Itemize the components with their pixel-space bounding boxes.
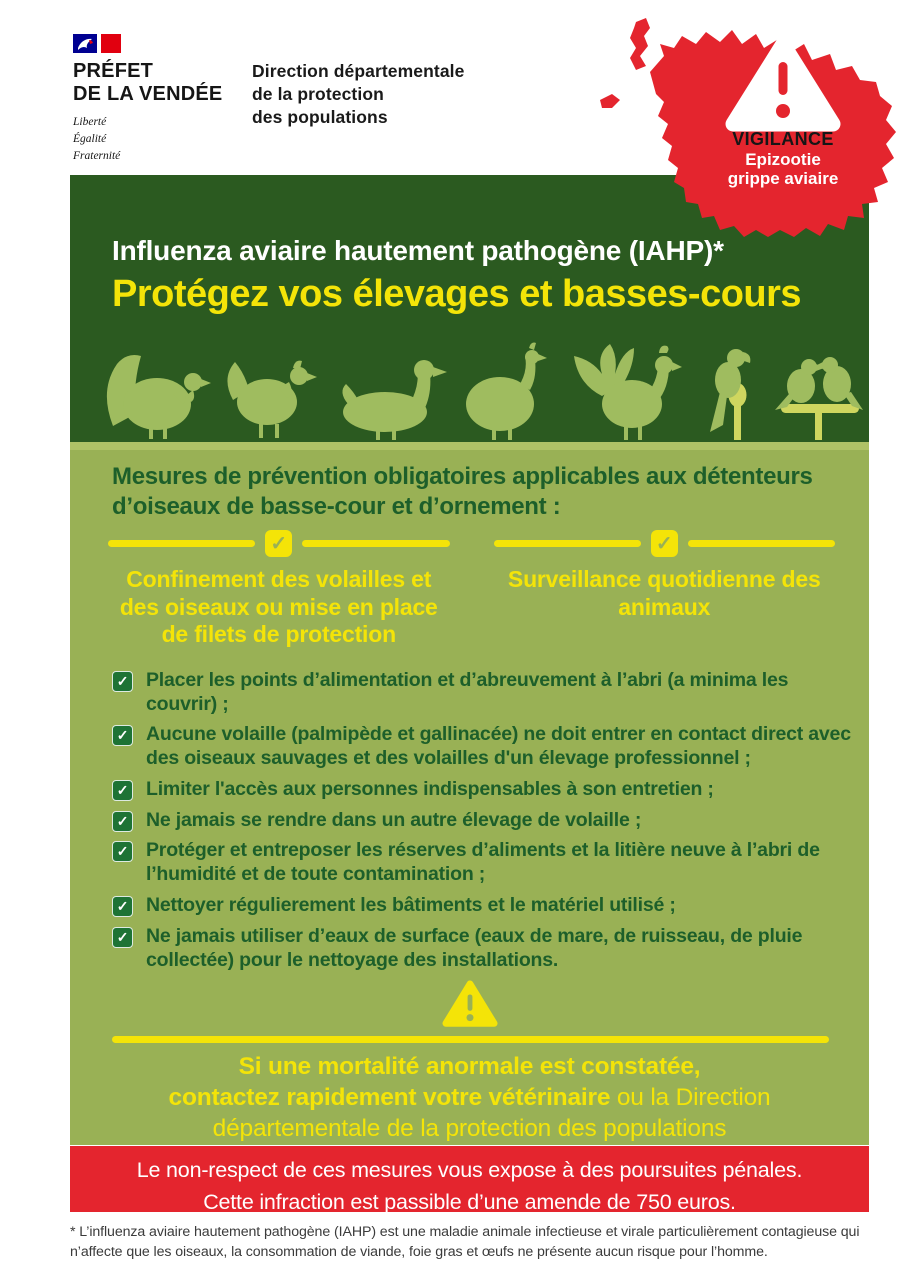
duck-icon bbox=[342, 360, 447, 440]
alert-triangle-icon bbox=[442, 979, 498, 1027]
column-surveillance-label: Surveillance quotidienne des animaux bbox=[507, 566, 821, 620]
list-item bbox=[112, 723, 855, 771]
motto-egalite: Égalité bbox=[73, 132, 107, 145]
alert-line3: départementale de la protection des populations bbox=[212, 1115, 727, 1143]
list-item-text: Limiter l'accès aux personnes indispensables à son entretien ; bbox=[146, 777, 714, 800]
list-item bbox=[112, 925, 855, 973]
hen-icon bbox=[227, 361, 317, 438]
direction-departementale bbox=[252, 60, 464, 128]
hero-title: Protégez vos élevages et basses-cours bbox=[112, 273, 802, 315]
flag-red-icon bbox=[101, 34, 121, 53]
bird-silhouettes bbox=[70, 342, 869, 442]
checkbox-icon: ✓ bbox=[112, 780, 133, 801]
column-confinement bbox=[108, 528, 450, 649]
divider-line bbox=[688, 540, 835, 547]
list-item-text: Ne jamais utiliser d’eaux de surface (eaux de mare, de ruisseau, de pluie collectée) pour le nettoyage des installations. bbox=[146, 924, 803, 971]
column-surveillance bbox=[494, 528, 836, 649]
vigilance-label: VIGILANCE bbox=[732, 129, 834, 149]
measures-heading bbox=[70, 450, 869, 522]
prevention-checklist bbox=[112, 669, 855, 973]
measure-columns bbox=[70, 522, 869, 649]
list-item bbox=[112, 778, 855, 802]
check-icon: ✓ bbox=[651, 530, 678, 557]
vigilance-epizootie: Epizootie bbox=[745, 150, 821, 169]
divider-line bbox=[108, 540, 255, 547]
list-item-text: Protéger et entreposer les réserves d’aliments et la litière neuve à l’abri de l’humidité et de toute contamination ; bbox=[146, 839, 820, 886]
checkbox-icon: ✓ bbox=[112, 896, 133, 917]
footnote: * L’influenza aviaire hautement pathogène (IAHP) est une maladie animale infectieuse et virale particulièrement contagieuse qui n’affecte que les oiseaux, la consommation de viande, foie gras et œufs ne présente aucun risque pour l’homme. bbox=[70, 1224, 860, 1261]
motto bbox=[73, 114, 243, 164]
list-item bbox=[112, 809, 855, 833]
penalty-banner bbox=[70, 1146, 869, 1215]
prefet-line2: DE LA VENDÉE bbox=[73, 82, 223, 105]
checkbox-icon: ✓ bbox=[112, 725, 133, 746]
guinea-fowl-icon bbox=[466, 343, 547, 440]
list-item bbox=[112, 894, 855, 918]
checkbox-icon: ✓ bbox=[112, 811, 133, 832]
direction-line1: Direction départementale bbox=[252, 61, 465, 81]
list-item-text: Placer les points d’alimentation et d’abreuvement à l’abri (a minima les couvrir) ; bbox=[146, 668, 789, 715]
alert-line2-regular: ou la Direction bbox=[610, 1084, 771, 1111]
list-item-text: Aucune volaille (palmipède et gallinacée) ne doit entrer en contact direct avec des oiseaux sauvages et des volailles d'un élevage professionnel ; bbox=[146, 723, 851, 770]
prefet-line1: PRÉFET bbox=[73, 60, 154, 82]
list-item-text: Ne jamais se rendre dans un autre élevage de volaille ; bbox=[146, 808, 642, 831]
yellow-rule bbox=[112, 1036, 829, 1043]
motto-liberte: Liberté bbox=[73, 116, 107, 129]
mortality-alert bbox=[70, 1051, 869, 1145]
measures-heading-line1: Mesures de prévention obligatoires applicables aux détenteurs bbox=[112, 463, 813, 490]
alert-line2 bbox=[70, 1082, 869, 1113]
vendee-map-icon bbox=[580, 12, 899, 240]
checkbox-icon: ✓ bbox=[112, 927, 133, 948]
divider-line bbox=[494, 540, 641, 547]
checkbox-icon: ✓ bbox=[112, 671, 133, 692]
penalty-line1: Le non-respect de ces mesures vous expose à des poursuites pénales. bbox=[136, 1158, 803, 1182]
alert-line1: Si une mortalité anormale est constatée, bbox=[238, 1052, 701, 1080]
column-confinement-label: Confinement des volailles et des oiseaux ou mise en place de filets de protection bbox=[119, 566, 438, 648]
ground-strip bbox=[70, 442, 869, 450]
rooster-icon bbox=[574, 344, 682, 440]
vendee-map-badge bbox=[580, 12, 899, 240]
checkbox-icon: ✓ bbox=[112, 841, 133, 862]
prefet-logo bbox=[73, 34, 243, 164]
flag-blue-marianne-icon bbox=[73, 34, 97, 53]
penalty-line2: Cette infraction est passible d’une amende de 750 euros. bbox=[203, 1190, 736, 1215]
songbird-pair-icon bbox=[775, 357, 863, 440]
list-item bbox=[112, 839, 855, 887]
divider-line bbox=[302, 540, 449, 547]
list-item-text: Nettoyer régulierement les bâtiments et le matériel utilisé ; bbox=[146, 894, 676, 917]
motto-fraternite: Fraternité bbox=[73, 149, 121, 162]
vigilance-grippe-aviaire: grippe aviaire bbox=[727, 169, 839, 188]
divider bbox=[494, 528, 836, 558]
alert-line2-bold: contactez rapidement votre vétérinaire bbox=[168, 1084, 611, 1111]
direction-line2: de la protection bbox=[252, 83, 384, 104]
parrot-icon bbox=[710, 349, 750, 440]
list-item bbox=[112, 669, 855, 717]
french-flag-icon bbox=[73, 34, 243, 53]
check-icon: ✓ bbox=[265, 530, 292, 557]
hero-subtitle: Influenza aviaire hautement pathogène (IAHP)* bbox=[112, 235, 724, 266]
turkey-icon bbox=[107, 355, 211, 439]
direction-line3: des populations bbox=[252, 106, 388, 127]
measures-heading-line2: d’oiseaux de basse-cour et d’ornement : bbox=[112, 493, 561, 520]
measures-section bbox=[70, 450, 869, 1145]
divider bbox=[108, 528, 450, 558]
